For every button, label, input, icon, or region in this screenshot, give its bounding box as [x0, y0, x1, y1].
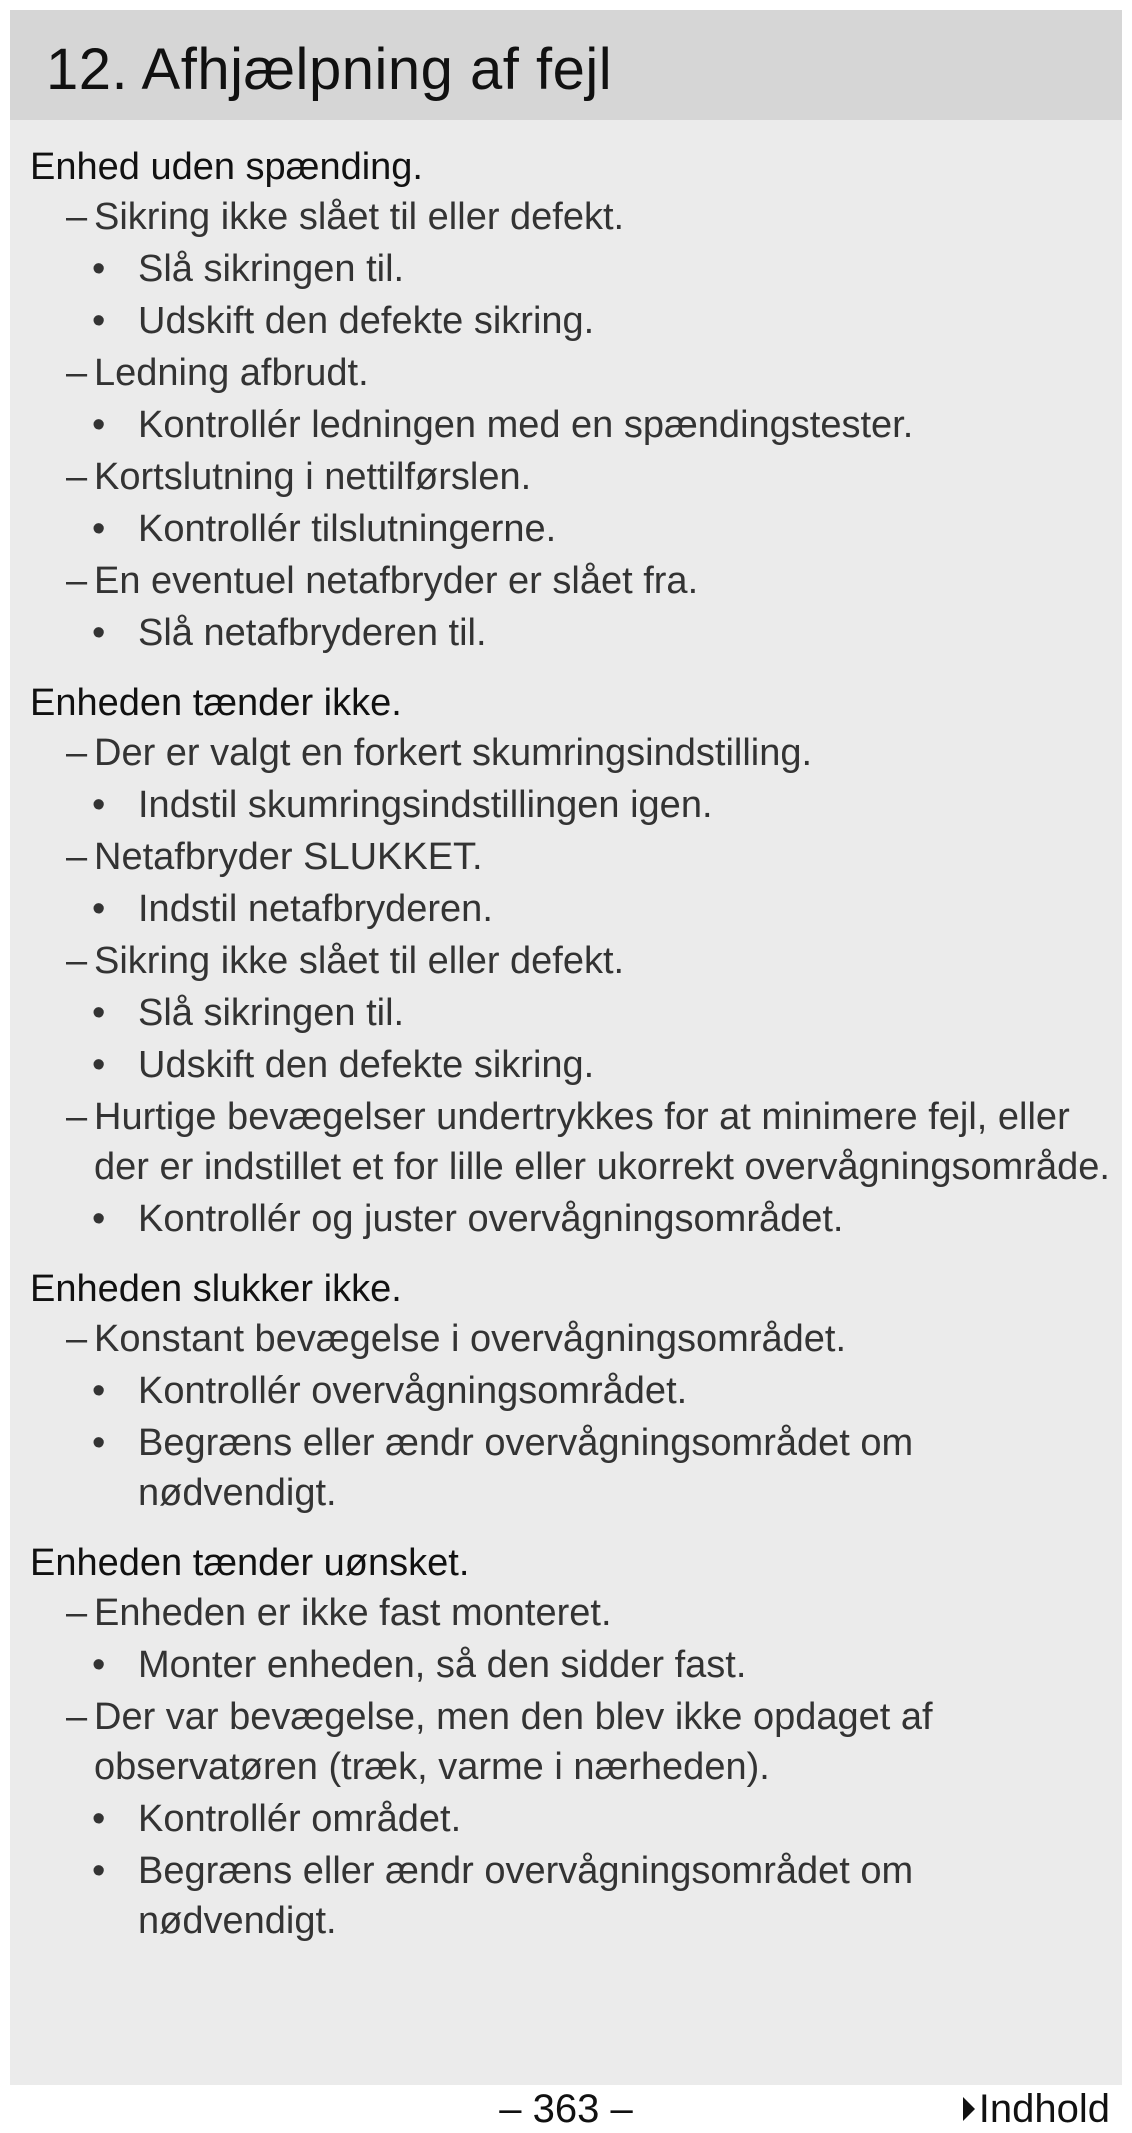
cause-text: Sikring ikke slået til eller defekt.	[94, 196, 625, 238]
cause-item	[30, 452, 1110, 502]
remedy-text: Indstil netafbryderen.	[138, 888, 493, 930]
bullet-icon: •	[92, 784, 106, 826]
cause-text: Hurtige bevægelser undertrykkes for at minimere fejl, eller der er indstillet et for lille eller ukorrekt overvågningsområde.	[94, 1096, 1110, 1188]
cause-text: Enheden er ikke fast monteret.	[94, 1592, 612, 1634]
arrow-right-icon	[963, 2097, 975, 2121]
bullet-icon: •	[92, 508, 106, 550]
dash-marker: –	[66, 1592, 88, 1634]
cause-text: En eventuel netafbryder er slået fra.	[94, 560, 699, 602]
fault-section	[30, 678, 1110, 1244]
bullet-icon: •	[92, 1044, 106, 1086]
remedy-text: Udskift den defekte sikring.	[138, 1044, 595, 1086]
cause-item	[30, 348, 1110, 398]
remedy-text: Begræns eller ændr overvågningsområdet om nødvendigt.	[138, 1422, 914, 1514]
bullet-icon: •	[92, 1422, 106, 1464]
remedy-item	[30, 1640, 1110, 1690]
remedy-text: Indstil skumringsindstillingen igen.	[138, 784, 713, 826]
remedy-text: Begræns eller ændr overvågningsområdet om nødvendigt.	[138, 1850, 914, 1942]
dash-marker: –	[66, 456, 88, 498]
remedy-item	[30, 296, 1110, 346]
remedy-item	[30, 884, 1110, 934]
remedy-item	[30, 1794, 1110, 1844]
cause-text: Der er valgt en forkert skumringsindstilling.	[94, 732, 813, 774]
cause-item	[30, 832, 1110, 882]
dash-marker: –	[66, 196, 88, 238]
dash-marker: –	[66, 940, 88, 982]
contents-link[interactable]	[963, 2085, 1110, 2133]
dash-marker: –	[66, 1318, 88, 1360]
remedy-text: Kontrollér ledningen med en spændingstester.	[138, 404, 914, 446]
dash-marker: –	[66, 732, 88, 774]
cause-item	[30, 192, 1110, 242]
remedy-text: Kontrollér overvågningsområdet.	[138, 1370, 688, 1412]
remedy-item	[30, 400, 1110, 450]
remedy-text: Kontrollér tilslutningerne.	[138, 508, 557, 550]
remedy-text: Slå sikringen til.	[138, 992, 405, 1034]
bullet-icon: •	[92, 1370, 106, 1412]
remedy-text: Slå sikringen til.	[138, 248, 405, 290]
cause-item	[30, 1314, 1110, 1364]
remedy-item	[30, 1040, 1110, 1090]
cause-item	[30, 1692, 1110, 1792]
remedy-text: Kontrollér området.	[138, 1798, 462, 1840]
remedy-item	[30, 1366, 1110, 1416]
remedy-text: Udskift den defekte sikring.	[138, 300, 595, 342]
contents-link-label: Indhold	[978, 2087, 1110, 2131]
fault-section	[30, 1538, 1110, 1946]
cause-text: Der var bevægelse, men den blev ikke opdaget af observatøren (træk, varme i nærheden).	[94, 1696, 933, 1788]
section-title: Enheden tænder uønsket.	[30, 1542, 470, 1584]
bullet-icon: •	[92, 300, 106, 342]
bullet-icon: •	[92, 248, 106, 290]
cause-item	[30, 1588, 1110, 1638]
bullet-icon: •	[92, 1798, 106, 1840]
bullet-icon: •	[92, 1644, 106, 1686]
cause-text: Ledning afbrudt.	[94, 352, 369, 394]
cause-text: Netafbryder SLUKKET.	[94, 836, 483, 878]
cause-item	[30, 556, 1110, 606]
cause-text: Konstant bevægelse i overvågningsområdet.	[94, 1318, 847, 1360]
troubleshooting-content	[30, 142, 1110, 1966]
fault-section	[30, 1264, 1110, 1518]
chapter-header	[10, 10, 1122, 120]
section-title: Enheden tænder ikke.	[30, 682, 402, 724]
bullet-icon: •	[92, 1198, 106, 1240]
cause-text: Sikring ikke slået til eller defekt.	[94, 940, 625, 982]
bullet-icon: •	[92, 404, 106, 446]
bullet-icon: •	[92, 612, 106, 654]
dash-marker: –	[66, 1096, 88, 1138]
remedy-text: Kontrollér og juster overvågningsområdet.	[138, 1198, 844, 1240]
remedy-item	[30, 780, 1110, 830]
bullet-icon: •	[92, 1850, 106, 1892]
fault-section	[30, 142, 1110, 658]
dash-marker: –	[66, 352, 88, 394]
remedy-item	[30, 608, 1110, 658]
cause-item	[30, 936, 1110, 986]
chapter-title: 12. Afhjælpning af fejl	[46, 37, 613, 102]
bullet-icon: •	[92, 992, 106, 1034]
dash-marker: –	[66, 560, 88, 602]
dash-marker: –	[66, 1696, 88, 1738]
remedy-text: Slå netafbryderen til.	[138, 612, 487, 654]
section-title: Enhed uden spænding.	[30, 146, 423, 188]
dash-marker: –	[66, 836, 88, 878]
section-title: Enheden slukker ikke.	[30, 1268, 402, 1310]
page-panel	[10, 10, 1122, 2085]
remedy-item	[30, 1846, 1110, 1946]
remedy-item	[30, 244, 1110, 294]
remedy-text: Monter enheden, så den sidder fast.	[138, 1644, 747, 1686]
remedy-item	[30, 988, 1110, 1038]
cause-item	[30, 728, 1110, 778]
bullet-icon: •	[92, 888, 106, 930]
remedy-item	[30, 1194, 1110, 1244]
cause-item	[30, 1092, 1110, 1192]
remedy-item	[30, 1418, 1110, 1518]
page-number: – 363 –	[499, 2087, 633, 2131]
cause-text: Kortslutning i nettilførslen.	[94, 456, 532, 498]
remedy-item	[30, 504, 1110, 554]
